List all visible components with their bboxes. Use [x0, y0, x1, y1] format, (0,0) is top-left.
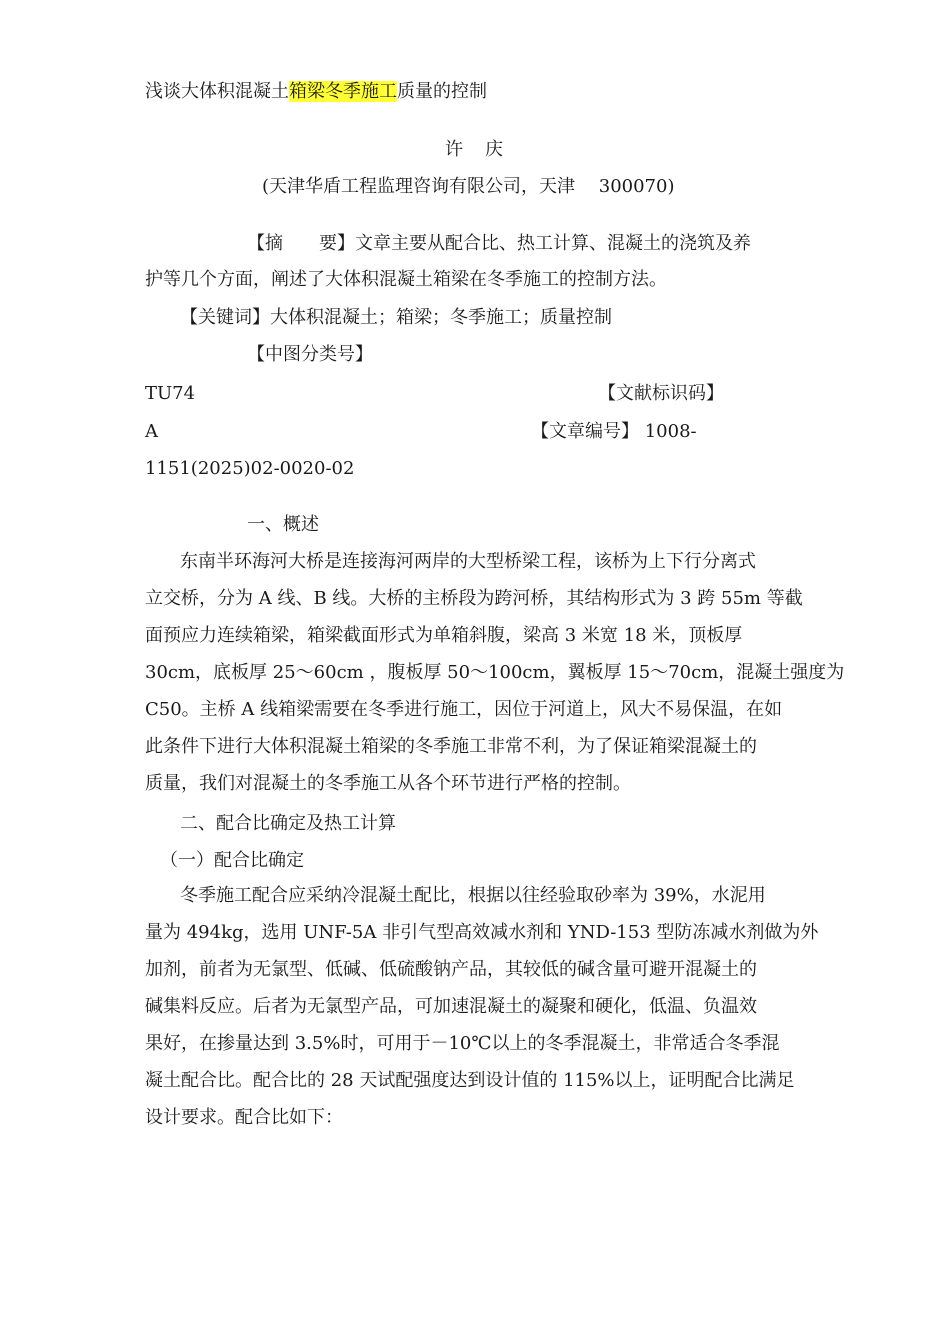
doc-code-value: A — [145, 421, 158, 442]
title-pre: 浅谈大体积混凝土 — [145, 81, 289, 102]
clc-label: 【中图分类号】 — [247, 344, 373, 365]
section1-line: 30cm，底板厚 25～60cm ，腹板厚 50～100cm，翼板厚 15～70cm，混凝土强度为 — [145, 662, 845, 683]
section1-heading: 一、概述 — [247, 514, 319, 535]
section2-line: 量为 494kg，选用 UNF-5A 非引气型高效减水剂和 YND-153 型防冻减水剂做为外 — [145, 922, 819, 943]
doc-code-label: 【文献标识码】 — [598, 383, 724, 404]
author-name: 许 庆 — [445, 139, 505, 160]
article-no-label: 【文章编号】 1008- — [531, 421, 697, 442]
section2-line: 冬季施工配合应采纳冷混凝土配比，根据以往经验取砂率为 39%，水泥用 — [180, 885, 766, 906]
section1-line: 质量，我们对混凝土的冬季施工从各个环节进行严格的控制。 — [145, 773, 631, 794]
section1-line: 此条件下进行大体积混凝土箱梁的冬季施工非常不利，为了保证箱梁混凝土的 — [145, 736, 757, 757]
section2-line: 碱集料反应。后者为无氯型产品，可加速混凝土的凝聚和硬化，低温、负温效 — [145, 996, 757, 1017]
section2-line: 设计要求。配合比如下： — [145, 1107, 343, 1128]
paper-title — [145, 80, 487, 104]
abstract-line-1: 【摘 要】文章主要从配合比、热工计算、混凝土的浇筑及养 — [247, 233, 751, 254]
section1-line: 面预应力连续箱梁，箱梁截面形式为单箱斜腹，梁高 3 米宽 18 米，顶板厚 — [145, 625, 743, 646]
section1-line: 立交桥，分为 A 线、B 线。大桥的主桥段为跨河桥，其结构形式为 3 跨 55m 等截 — [145, 588, 803, 609]
section2-line: 加剂，前者为无氯型、低碱、低硫酸钠产品，其较低的碱含量可避开混凝土的 — [145, 959, 757, 980]
section2-heading: 二、配合比确定及热工计算 — [180, 813, 396, 834]
clc-value: TU74 — [145, 383, 196, 404]
section2-line: 凝土配合比。配合比的 28 天试配强度达到设计值的 115%以上，证明配合比满足 — [145, 1070, 795, 1091]
section2-line: 果好，在掺量达到 3.5%时，可用于－10℃以上的冬季混凝土，非常适合冬季混 — [145, 1033, 780, 1054]
title-highlight: 箱梁冬季施工 — [289, 81, 397, 102]
section1-line: C50。主桥 A 线箱梁需要在冬季进行施工，因位于河道上，风大不易保温，在如 — [145, 699, 783, 720]
section1-line: 东南半环海河大桥是连接海河两岸的大型桥梁工程，该桥为上下行分离式 — [180, 551, 756, 572]
section2-subheading: （一）配合比确定 — [160, 850, 304, 871]
keywords: 【关键词】大体积混凝土；箱梁；冬季施工；质量控制 — [180, 307, 612, 328]
author-affiliation: (天津华盾工程监理咨询有限公司，天津 300070) — [262, 176, 675, 197]
abstract-line-2: 护等几个方面，阐述了大体积混凝土箱梁在冬季施工的控制方法。 — [145, 269, 667, 290]
article-no-value: 1151(2025)02-0020-02 — [145, 458, 355, 479]
title-post: 质量的控制 — [397, 81, 487, 102]
